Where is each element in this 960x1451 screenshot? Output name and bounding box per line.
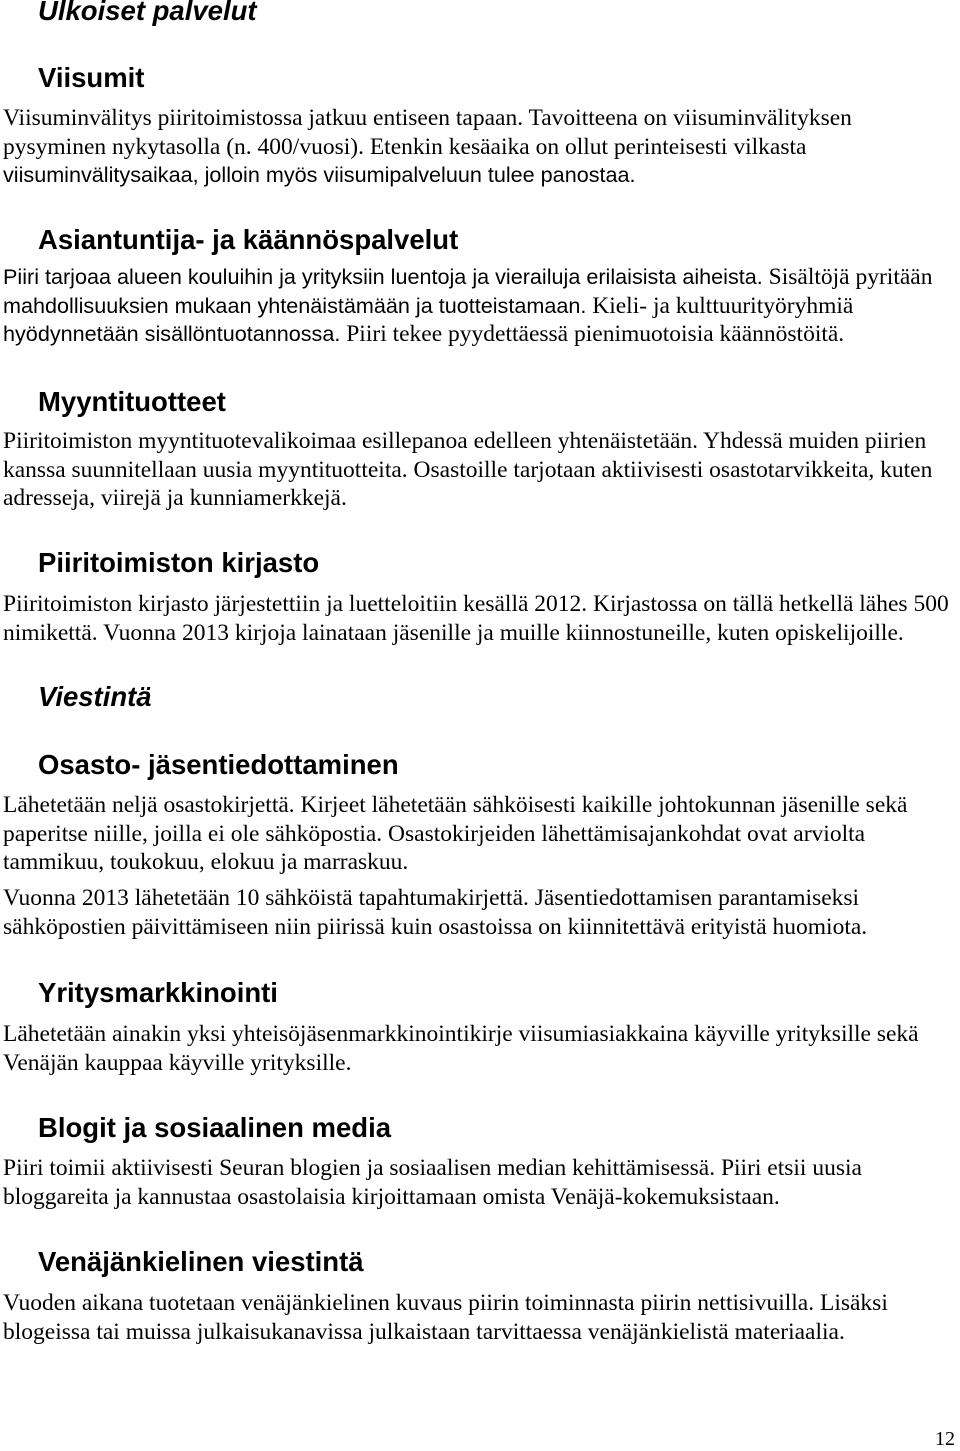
paragraph-osasto-2: Vuonna 2013 lähetetään 10 sähköistä tapahtumakirjettä. Jäsentiedottamisen parantamiseksi sähköpostien päivittämiseen niin piirissä kuin osastoissa on kiinnitettävä erityistä huomiota.: [3, 885, 868, 940]
paragraph-asiantuntija-part-4: Kieli- ja kulttuurityöryhmiä: [592, 292, 854, 319]
paragraph-viisumit: [3, 104, 957, 190]
heading-kirjasto: Piiritoimiston kirjasto: [38, 547, 320, 578]
heading-yritysmarkkinointi: Yritysmarkkinointi: [38, 977, 278, 1008]
heading-osasto-jasentiedottaminen: Osasto- jäsentiedottaminen: [38, 749, 399, 780]
paragraph-viisumit-part-1: Viisuminvälitys piiritoimistossa jatkuu entiseen tapaan. Tavoitteena on viisuminvälityksen pysyminen nykytasolla (n. 400/vuosi). Etenkin kesäaika on ollut perinteisesti vilkasta: [3, 105, 852, 160]
paragraph-asiantuntija-part-1: Piiri tarjoaa alueen kouluihin ja yrityksiin luentoja ja vierailuja erilaisista aiheista.: [3, 264, 763, 289]
chapter-title: Ulkoiset palvelut: [38, 0, 257, 26]
paragraph-asiantuntija: [3, 263, 957, 349]
paragraph-asiantuntija-part-2: Sisältöjä pyritään: [768, 264, 933, 290]
paragraph-asiantuntija-part-3: mahdollisuuksien mukaan yhtenäistämään ja tuotteistamaan.: [3, 292, 587, 318]
paragraph-venajankielinen: Vuoden aikana tuotetaan venäjänkielinen kuvaus piirin toiminnasta piirin nettisivuilla. Lisäksi blogeissa tai muissa julkaisukanavissa julkaistaan tarvittaessa venäjänkielistä materiaalia.: [3, 1290, 888, 1345]
paragraph-asiantuntija-part-5: hyödynnetään sisällöntuotannossa.: [3, 321, 341, 346]
heading-asiantuntija: Asiantuntija- ja käännöspalvelut: [38, 224, 459, 255]
paragraph-blogit: Piiri toimii aktiivisesti Seuran blogien ja sosiaalisen median kehittämisessä. Piiri etsii uusia bloggareita ja kannustaa osastolaisia kirjoittamaan omista Venäjä-kokemuksistaan.: [3, 1155, 862, 1210]
paragraph-osasto-1: Lähetetään neljä osastokirjettä. Kirjeet lähetetään sähköisesti kaikille johtokunnan jäsenille sekä paperitse niille, joilla ei ole sähköpostia. Osastokirjeiden lähettämisajankohdat ovat arviolta tammikuu, toukokuu, elokuu ja marraskuu.: [3, 792, 908, 875]
paragraph-kirjasto: Piiritoimiston kirjasto järjestettiin ja luetteloitiin kesällä 2012. Kirjastossa on tällä hetkellä lähes 500 nimikettä. Vuonna 2013 kirjoja lainataan jäsenille ja muille kiinnostuneille, kuten opiskelijoille.: [3, 591, 949, 646]
chapter-title-viestinta: Viestintä: [38, 681, 152, 712]
heading-myyntituotteet: Myyntituotteet: [38, 386, 226, 417]
heading-blogit: Blogit ja sosiaalinen media: [38, 1112, 392, 1143]
paragraph-viisumit-part-2: viisuminvälitysaikaa, jolloin myös viisumipalveluun tulee panostaa.: [3, 162, 636, 187]
paragraph-myyntituotteet: Piiritoimiston myyntituotevalikoimaa esillepanoa edelleen yhtenäistetään. Yhdessä muiden piirien kanssa suunnitellaan uusia myyntituotteita. Osastoille tarjotaan aktiivisesti osastotarvikkeita, kuten adresseja, viirejä ja kunniamerkkejä.: [3, 428, 933, 511]
page-number: 12: [935, 1428, 955, 1450]
heading-venajankielinen: Venäjänkielinen viestintä: [38, 1246, 364, 1277]
heading-viisumit: Viisumit: [38, 62, 145, 93]
paragraph-yritysmarkkinointi: Lähetetään ainakin yksi yhteisöjäsenmarkkinointikirje viisumiasiakkaina käyville yrityksille sekä Venäjän kauppaa käyville yrityksille.: [3, 1021, 919, 1076]
paragraph-asiantuntija-part-6: Piiri tekee pyydettäessä pienimuotoisia käännöstöitä.: [346, 321, 845, 347]
